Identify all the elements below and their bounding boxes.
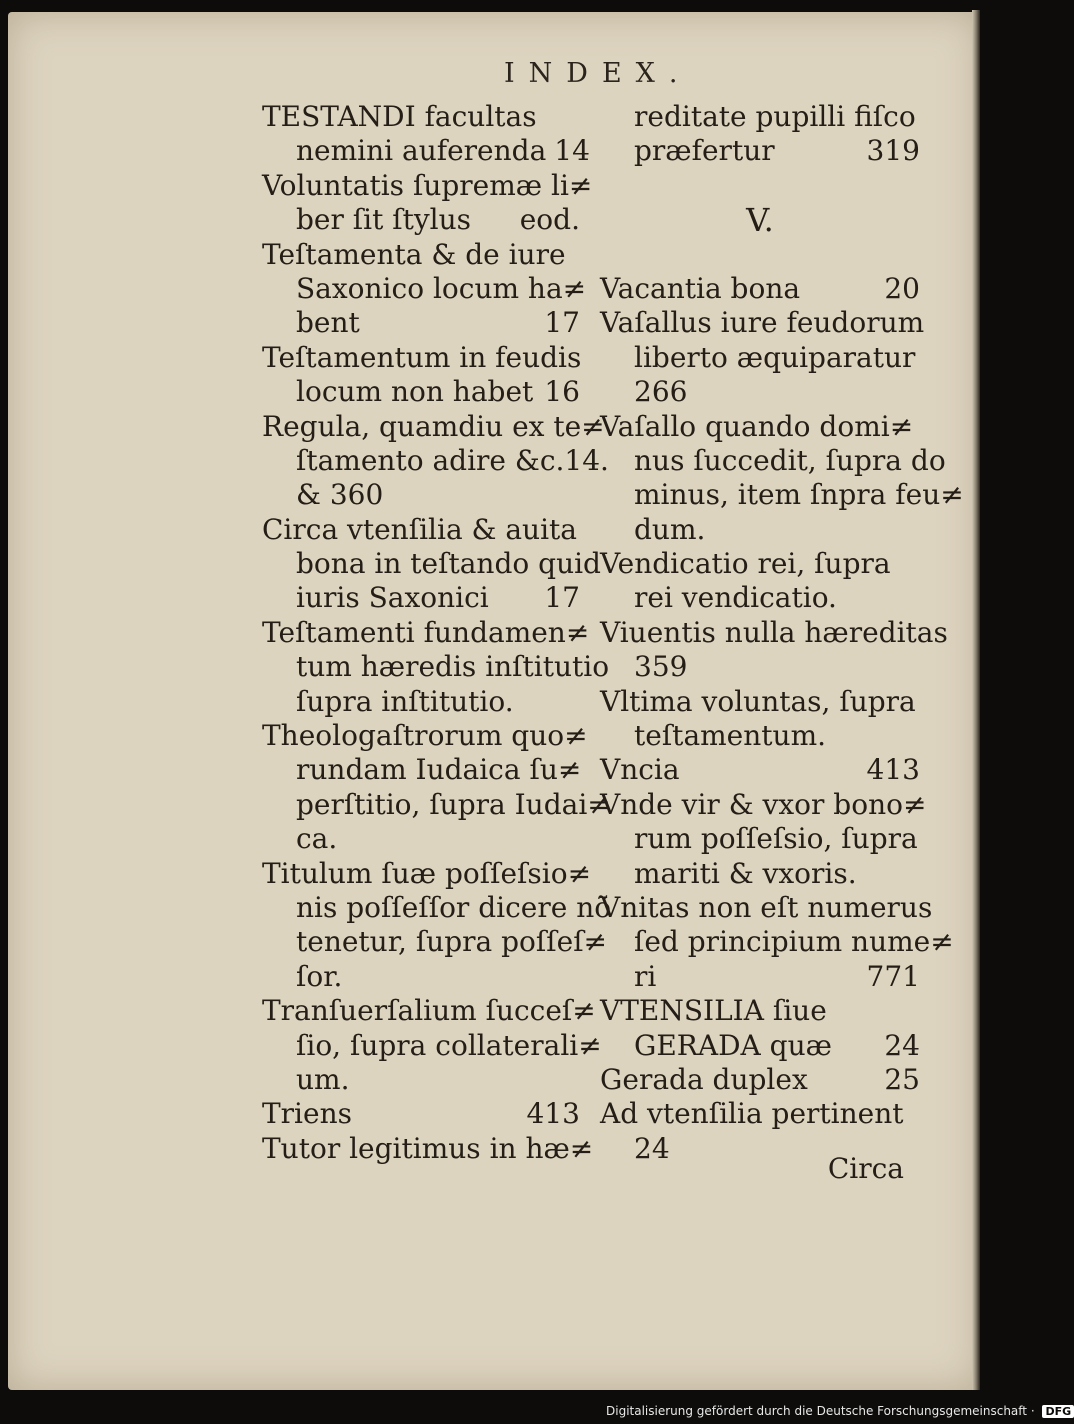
index-entry-line [262,650,610,684]
index-entry-line [600,169,920,203]
index-entry-line [600,753,920,787]
index-entry-line [262,513,580,547]
running-title: INDEX. [504,58,692,89]
entry-text: perſtitio, ſupra Iudai≠ [296,787,611,821]
index-entry-line [262,581,580,615]
entry-text: bona in teſtando quid [296,547,601,581]
index-entry-line [600,925,954,959]
entry-text: TESTANDI facultas [262,100,537,133]
index-entry-line [262,856,592,891]
index-entry-line [600,306,925,340]
index-entry-line [262,478,580,512]
page-edge [972,10,980,1390]
entry-text: Teſtamenti fundamen≠ [262,615,590,649]
index-entry-line [600,719,920,753]
entry-text: bent [296,306,360,340]
index-entry-line [600,547,920,581]
index-entry-line [262,822,580,856]
entry-text: Theologaſtrorum quo≠ [262,719,588,753]
entry-text: nus ſuccedit, ſupra do [634,443,946,477]
page-reference: 14 [554,134,590,168]
entry-text: Circa vtenſilia & auita [262,512,577,546]
index-entry-line [262,443,609,478]
entry-text: rei vendicatio. [634,581,837,615]
index-entry-line [262,753,580,787]
index-entry-line [600,890,933,925]
entry-text: Tutor legitimus in hæ≠ [262,1131,594,1165]
index-entry-line [600,822,920,856]
entry-text: rundam Iudaica ſu≠ [296,753,582,787]
index-entry-line [262,341,580,375]
entry-text: Triens [262,1097,352,1131]
page-reference: 17 [544,306,580,340]
entry-text: Vendicatio rei, ſupra [600,547,891,581]
entry-text: Vacantia bona [600,271,801,305]
index-entry-line [262,890,612,925]
entry-text: ſtamento adire &c.14. [296,443,609,477]
index-entry-line [600,615,948,650]
page-reference: 319 [866,134,920,168]
entry-text: VTENSILIA ſiue [600,994,827,1028]
index-entry-line [262,925,608,959]
index-entry-line [600,1097,920,1131]
index-entry-line [600,443,946,478]
index-column-left [262,100,612,1166]
entry-text: ca. [296,822,338,856]
index-entry-line [262,100,580,134]
index-entry-line [262,994,596,1028]
page-reference: 413 [526,1097,580,1131]
index-entry-line [262,1063,580,1097]
entry-text: Saxonico locum ha≠ [296,271,587,305]
entry-text: locum non habet [296,375,534,409]
index-entry-line [262,719,588,753]
index-entry-line [600,134,920,168]
entry-text: V. [746,201,774,240]
page-reference: eod. [519,203,580,237]
entry-text: teſtamentum. [634,719,827,753]
entry-text: Vncia [600,753,680,787]
entry-text: nemini auferenda [296,134,547,168]
dfg-logo: DFG [1042,1405,1074,1418]
index-entry-line [600,272,920,306]
index-entry-line [600,994,920,1028]
entry-text: GERADA quæ [634,1028,832,1062]
index-entry-line [600,650,920,684]
entry-text: tenetur, ſupra poſſeſ≠ [296,925,608,959]
entry-text: tum hæredis inſtitutio [296,650,610,684]
entry-text: Ad vtenſilia pertinent [600,1097,904,1131]
index-entry-line [600,581,920,615]
index-entry-line [262,615,590,650]
index-entry-line [600,787,927,822]
index-entry-line [262,1131,594,1166]
index-entry-line [262,409,605,444]
index-entry-line [262,238,580,272]
entry-text: præfertur [634,134,775,168]
entry-text: Titulum ſuæ poſſeſsio≠ [262,856,592,890]
digitization-credit [606,1404,1074,1418]
index-entry-line [262,306,580,340]
index-entry-line [600,960,920,994]
entry-text: ſio, ſupra collaterali≠ [296,1028,602,1062]
page-reference: 771 [866,959,920,993]
entry-text: Vnde vir & vxor bono≠ [600,787,927,821]
index-entry-line [262,787,611,822]
index-entry-line [600,375,920,409]
entry-text: & 360 [296,478,384,512]
entry-text: ſor. [296,959,343,993]
entry-text: dum. [634,512,706,546]
entry-text: Vaſallus iure feudorum [600,306,925,340]
entry-text: Teſtamenta & de iure [262,237,566,271]
page-reference: 413 [866,753,920,787]
index-column-right [600,100,964,1166]
page-reference: 20 [884,271,920,305]
index-entry-line [262,1097,580,1131]
entry-text: 24 [634,1131,670,1165]
page-reference: 17 [544,581,580,615]
entry-text: Vaſallo quando domi≠ [600,409,914,443]
index-entry-line [262,168,593,203]
index-entry-line [262,134,590,168]
entry-text: reditate pupilli fiſco [634,100,916,133]
index-entry-line [600,100,920,134]
entry-text: Vltima voluntas, ſupra [600,684,916,718]
index-entry-line [600,478,964,512]
index-entry-line [262,203,580,237]
index-entry-line [262,960,580,994]
index-entry-line [262,547,601,581]
index-entry-line [600,201,920,240]
entry-text: nis poſſeſſor dicere nõ [296,890,612,924]
entry-text: Vnitas non eſt numerus [600,890,933,924]
index-entry-line [600,1063,920,1097]
entry-text: Teſtamentum in feudis [262,340,582,374]
index-entry-line [262,685,580,719]
index-entry-line [262,271,587,306]
entry-text: ri [634,959,657,993]
entry-text: rum poſſeſsio, ſupra [634,822,918,856]
entry-text: um. [296,1062,350,1096]
index-entry-line [600,857,920,891]
entry-text: liberto æquiparatur [634,340,916,374]
index-entry-line [600,410,920,444]
entry-text: 359 [634,650,688,684]
entry-text: mariti & vxoris. [634,856,857,890]
entry-text: Viuentis nulla hæreditas [600,615,948,649]
entry-text: Tranſuerſalium ſucceſ≠ [262,994,596,1028]
index-entry-line [600,341,920,375]
index-entry-line [600,513,920,547]
entry-text: Gerada duplex [600,1062,808,1096]
entry-text: Regula, quamdiu ex te≠ [262,409,605,443]
entry-text: 266 [634,375,688,409]
index-entry-line [600,238,920,272]
page-reference: 24 [884,1028,920,1062]
entry-text: ſupra inſtitutio. [296,684,514,718]
credit-text: Digitalisierung gefördert durch die Deutsche Forschungsgemeinschaft · [606,1404,1035,1418]
catchword: Circa [827,1152,904,1185]
index-entry-line [600,1029,920,1063]
entry-text: iuris Saxonici [296,581,489,615]
entry-text: Voluntatis ſupremæ li≠ [262,168,593,202]
page-reference: 25 [884,1062,920,1096]
index-entry-line [262,1028,602,1063]
entry-text: ber ſit ſtylus [296,203,472,237]
index-entry-line [600,685,920,719]
entry-text: ſed principium nume≠ [634,925,954,959]
index-entry-line [262,375,580,409]
entry-text: minus, item ſnpra feu≠ [634,478,964,512]
page-reference: 16 [544,375,580,409]
